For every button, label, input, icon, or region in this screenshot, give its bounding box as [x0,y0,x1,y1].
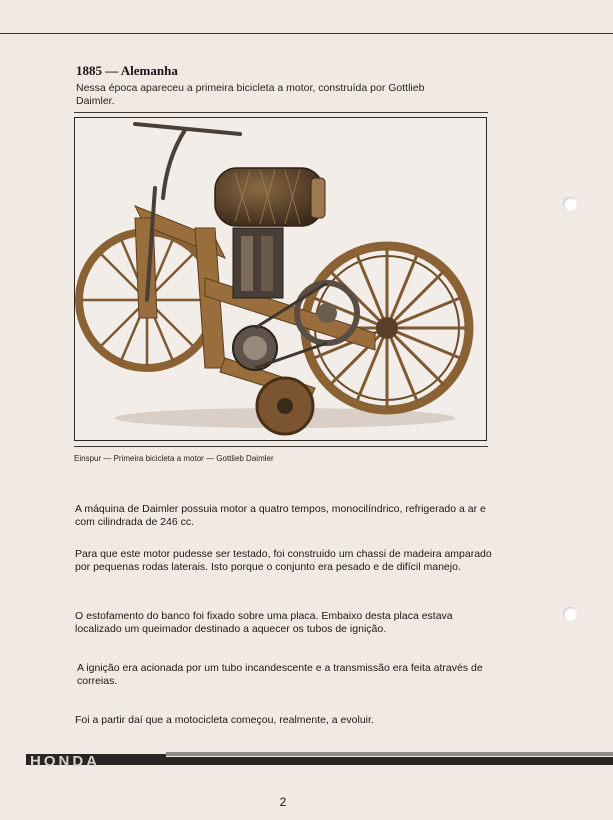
motorcycle-photo [74,117,487,441]
paragraph-engine: A máquina de Daimler possuia motor a quatro tempos, monocilíndrico, refrigerado a ar e com cilindrada de 246 cc. [75,503,486,528]
page-heading: 1885 — Alemanha [76,63,178,78]
footer-logo-band [26,752,613,768]
divider-below-photo [74,446,488,447]
paragraph-evolution: Foi a partir daí que a motocicleta começou, realmente, a evoluir. [75,714,374,726]
paragraph-seat: O estofamento do banco foi fixado sobre uma placa. Embaixo desta placa estava localizado um queimador destinado a aquecer os tubos de ignição. [75,610,453,635]
outrigger-wheel [257,378,313,434]
binder-hole-top [563,197,577,211]
honda-logo: HONDA [30,753,100,768]
paragraph-chassis: Para que este motor pudesse ser testado, foi construido um chassi de madeira amparado por pequenas rodas laterais. Isto porque o conjunto era pesado e de difícil manejo. [75,548,492,573]
intro-text: Nessa época apareceu a primeira bicicleta a motor, construída por Gottlieb Daimler. [76,82,425,107]
page-number: 2 [279,795,287,809]
paragraph-ignition: A ignição era acionada por um tubo incandescente e a transmissão era feita através de correias. [77,662,483,687]
top-rule [0,33,613,34]
photo-caption: Einspur — Primeira bicicleta a motor — Gottlieb Daimler [74,454,274,463]
daimler-einspur-illustration [75,118,486,440]
seat-and-tank [215,168,325,226]
divider-above-photo [74,112,488,113]
binder-hole-bottom [563,607,577,621]
